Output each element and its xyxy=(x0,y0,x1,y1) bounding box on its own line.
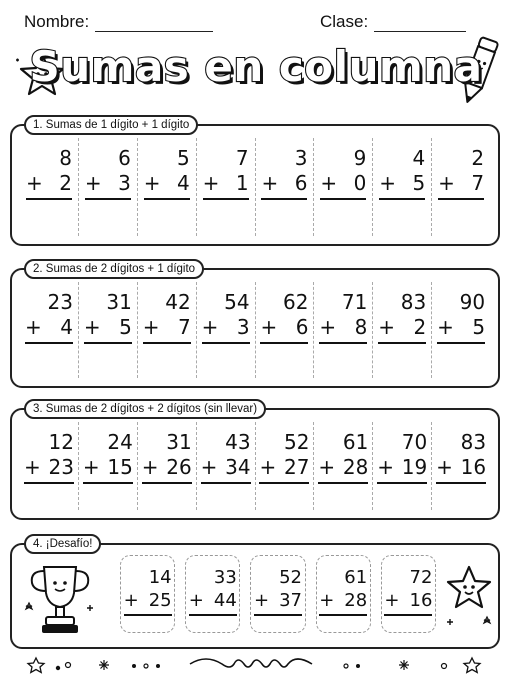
addition-problem xyxy=(25,290,73,344)
addition-problem xyxy=(254,566,302,616)
addend-bottom: 3 xyxy=(118,171,131,195)
plus-sign: + xyxy=(82,455,100,479)
answer-line xyxy=(25,342,73,344)
circle-icon xyxy=(66,663,71,668)
plus-sign: + xyxy=(84,171,102,195)
addend-top: 4 xyxy=(412,146,426,170)
dot-icon xyxy=(156,664,160,668)
addition-problem xyxy=(124,566,172,616)
name-blank-line[interactable] xyxy=(95,14,213,32)
answer-line xyxy=(261,198,307,200)
class-label: Clase: xyxy=(320,12,369,31)
problem-cell[interactable] xyxy=(138,282,197,378)
addend-bottom: 1 xyxy=(235,171,249,195)
plus-sign: + xyxy=(254,590,270,611)
addend-top: 3 xyxy=(294,146,308,170)
sparkle-icon xyxy=(99,660,109,670)
addition-problem xyxy=(384,566,432,616)
plus-sign: + xyxy=(25,171,43,195)
plus-sign: + xyxy=(141,455,159,479)
problem-cell[interactable] xyxy=(79,282,138,378)
addition-problem xyxy=(379,146,425,200)
plus-sign: + xyxy=(379,171,396,195)
addition-problem xyxy=(259,430,309,484)
addend-bottom: 8 xyxy=(354,315,368,339)
addend-bottom: 16 xyxy=(409,590,433,611)
plus-sign: + xyxy=(23,455,41,479)
addend-bottom: 6 xyxy=(294,171,308,195)
addend-top: 83 xyxy=(460,430,487,454)
addition-problem xyxy=(85,146,131,200)
dot-icon xyxy=(132,664,136,668)
addend-top: 12 xyxy=(48,430,74,454)
problem-cell[interactable] xyxy=(20,422,79,510)
addend-bottom: 2 xyxy=(59,171,72,195)
section-3-title: 3. Sumas de 2 dígitos + 2 dígitos (sin llevar) xyxy=(24,399,266,419)
addition-problem xyxy=(260,290,308,344)
addition-problem xyxy=(202,290,250,344)
addend-bottom: 15 xyxy=(107,455,133,479)
plus-sign: + xyxy=(319,590,335,611)
addition-problem xyxy=(83,430,133,484)
addition-problem xyxy=(319,566,367,616)
addend-bottom: 2 xyxy=(413,315,427,339)
problem-cell[interactable] xyxy=(138,138,197,236)
addend-top: 23 xyxy=(47,290,73,314)
addend-top: 6 xyxy=(118,146,131,170)
addend-top: 61 xyxy=(344,567,368,588)
problem-cell[interactable] xyxy=(432,282,490,378)
plus-sign: + xyxy=(202,171,220,195)
answer-line xyxy=(144,198,190,200)
answer-line xyxy=(189,614,237,616)
problem-cell[interactable] xyxy=(79,138,138,236)
dot-icon xyxy=(356,664,360,668)
section-2 xyxy=(10,263,500,388)
addition-problem xyxy=(201,430,251,484)
challenge-card[interactable] xyxy=(316,555,371,633)
addition-problem xyxy=(261,146,307,200)
plus-sign: + xyxy=(200,455,218,479)
answer-line xyxy=(202,342,250,344)
plus-sign: + xyxy=(259,455,277,479)
answer-line xyxy=(26,198,72,200)
section-1 xyxy=(10,119,500,246)
plus-sign: + xyxy=(437,315,454,339)
addend-bottom: 28 xyxy=(342,455,369,479)
answer-line xyxy=(201,482,251,484)
header-row xyxy=(24,12,488,40)
addition-problem xyxy=(189,566,237,616)
problem-cell[interactable] xyxy=(20,282,79,378)
addend-bottom: 4 xyxy=(176,171,190,195)
plus-sign: + xyxy=(142,315,160,339)
section-4-challenge xyxy=(10,538,500,649)
problem-cell[interactable] xyxy=(432,422,490,510)
addend-top: 52 xyxy=(279,567,302,588)
addition-problem xyxy=(436,430,486,484)
problem-cell[interactable] xyxy=(373,282,432,378)
addend-bottom: 5 xyxy=(412,171,426,195)
addend-top: 83 xyxy=(400,290,427,314)
answer-line xyxy=(203,198,249,200)
plus-sign: + xyxy=(188,590,204,611)
class-field[interactable] xyxy=(320,12,466,32)
problem-cell[interactable] xyxy=(373,422,432,510)
name-label: Nombre: xyxy=(24,12,90,31)
addend-top: 5 xyxy=(176,146,190,170)
addend-top: 61 xyxy=(342,430,369,454)
problem-cell[interactable] xyxy=(314,422,373,510)
addend-top: 43 xyxy=(225,430,251,454)
problem-cell[interactable] xyxy=(197,282,256,378)
addition-problem xyxy=(144,146,190,200)
answer-line xyxy=(124,614,172,616)
addend-bottom: 23 xyxy=(48,455,74,479)
addend-top: 31 xyxy=(166,430,192,454)
addition-problem xyxy=(320,146,366,200)
addend-top: 8 xyxy=(59,146,72,170)
sparkle-icon xyxy=(399,660,409,670)
answer-line xyxy=(319,342,367,344)
addend-top: 72 xyxy=(409,567,433,588)
plus-sign: + xyxy=(319,315,337,339)
section-3 xyxy=(10,403,500,520)
problem-cell[interactable] xyxy=(197,422,256,510)
addend-top: 70 xyxy=(401,430,428,454)
addend-top: 9 xyxy=(353,146,367,170)
addend-top: 90 xyxy=(459,290,486,314)
challenge-card[interactable] xyxy=(120,555,175,633)
addition-problem xyxy=(377,430,427,484)
section-4-title: 4. ¡Desafío! xyxy=(24,534,101,554)
addend-bottom: 25 xyxy=(148,590,172,611)
answer-line xyxy=(143,342,191,344)
answer-line xyxy=(254,614,302,616)
plus-sign: + xyxy=(318,455,336,479)
dot-icon xyxy=(56,666,60,670)
addend-top: 52 xyxy=(283,430,310,454)
addition-problem xyxy=(143,290,191,344)
plus-sign: + xyxy=(378,315,395,339)
addition-problem xyxy=(26,146,72,200)
addend-top: 31 xyxy=(106,290,132,314)
plus-sign: + xyxy=(24,315,42,339)
addend-bottom: 37 xyxy=(279,590,302,611)
plus-sign: + xyxy=(123,590,139,611)
plus-sign: + xyxy=(261,171,279,195)
answer-line xyxy=(85,198,131,200)
answer-line xyxy=(142,482,192,484)
problem-cell[interactable] xyxy=(314,282,373,378)
addend-top: 71 xyxy=(341,290,368,314)
problem-cell[interactable] xyxy=(79,422,138,510)
circle-icon xyxy=(344,664,348,668)
plus-sign: + xyxy=(201,315,219,339)
section-2-title: 2. Sumas de 2 dígitos + 1 dígito xyxy=(24,259,204,279)
answer-line xyxy=(436,482,486,484)
addend-top: 2 xyxy=(471,146,485,170)
plus-sign: + xyxy=(384,590,400,611)
addend-bottom: 28 xyxy=(344,590,368,611)
worksheet-title: Sumas en columna xyxy=(29,42,483,91)
addend-bottom: 27 xyxy=(283,455,310,479)
answer-line xyxy=(83,482,133,484)
problem-grid xyxy=(20,138,490,236)
addition-problem xyxy=(24,430,74,484)
circle-icon xyxy=(442,664,447,669)
addend-top: 7 xyxy=(235,146,249,170)
addend-top: 54 xyxy=(224,290,250,314)
answer-line xyxy=(378,342,426,344)
addend-bottom: 5 xyxy=(119,315,132,339)
answer-line xyxy=(24,482,74,484)
answer-line xyxy=(379,198,425,200)
trophy-icon xyxy=(18,559,102,639)
addend-bottom: 16 xyxy=(460,455,487,479)
addition-problem xyxy=(438,146,484,200)
circle-icon xyxy=(144,664,148,668)
answer-line xyxy=(384,614,432,616)
problem-cell[interactable] xyxy=(197,138,256,236)
problem-cell[interactable] xyxy=(138,422,197,510)
answer-line xyxy=(84,342,132,344)
footer-doodles xyxy=(0,650,512,680)
addend-bottom: 5 xyxy=(472,315,486,339)
problem-cell[interactable] xyxy=(256,422,315,510)
problem-cell[interactable] xyxy=(373,138,432,236)
problem-cell[interactable] xyxy=(256,138,315,236)
addition-problem xyxy=(318,430,368,484)
addend-bottom: 0 xyxy=(353,171,367,195)
addition-problem xyxy=(84,290,132,344)
addend-top: 33 xyxy=(213,567,237,588)
star-face-icon xyxy=(440,559,498,639)
plus-sign: + xyxy=(438,171,455,195)
answer-line xyxy=(377,482,427,484)
name-field[interactable] xyxy=(24,12,213,32)
answer-line xyxy=(437,342,485,344)
plus-sign: + xyxy=(83,315,101,339)
plus-sign: + xyxy=(143,171,161,195)
section-1-title: 1. Sumas de 1 dígito + 1 dígito xyxy=(24,115,198,135)
problem-cell[interactable] xyxy=(256,282,315,378)
answer-line xyxy=(319,614,367,616)
challenge-cards xyxy=(120,555,436,633)
plus-sign: + xyxy=(260,315,278,339)
problem-cell[interactable] xyxy=(314,138,373,236)
addition-problem xyxy=(319,290,367,344)
answer-line xyxy=(259,482,309,484)
swirl-line-icon xyxy=(190,659,312,667)
addend-bottom: 26 xyxy=(166,455,192,479)
addition-problem xyxy=(203,146,249,200)
addend-bottom: 6 xyxy=(295,315,309,339)
addition-problem xyxy=(378,290,426,344)
plus-sign: + xyxy=(320,171,338,195)
problem-cell[interactable] xyxy=(20,138,79,236)
addend-bottom: 19 xyxy=(401,455,428,479)
star-icon xyxy=(28,658,44,673)
addend-top: 14 xyxy=(148,567,172,588)
challenge-card[interactable] xyxy=(381,555,436,633)
addend-bottom: 7 xyxy=(177,315,191,339)
problem-cell[interactable] xyxy=(432,138,490,236)
challenge-card[interactable] xyxy=(185,555,240,633)
answer-line xyxy=(438,198,484,200)
addend-bottom: 34 xyxy=(225,455,251,479)
addend-top: 42 xyxy=(165,290,191,314)
addition-problem xyxy=(437,290,485,344)
challenge-card[interactable] xyxy=(250,555,305,633)
addend-bottom: 7 xyxy=(471,171,485,195)
addend-bottom: 4 xyxy=(60,315,73,339)
problem-grid xyxy=(20,282,490,378)
plus-sign: + xyxy=(377,455,394,479)
addend-bottom: 3 xyxy=(236,315,250,339)
answer-line xyxy=(318,482,368,484)
addition-problem xyxy=(142,430,192,484)
answer-line xyxy=(320,198,366,200)
addend-top: 62 xyxy=(282,290,309,314)
problem-grid xyxy=(20,422,490,510)
plus-sign: + xyxy=(436,455,453,479)
star-icon xyxy=(464,658,480,673)
addend-bottom: 44 xyxy=(213,590,237,611)
addend-top: 24 xyxy=(107,430,133,454)
answer-line xyxy=(260,342,308,344)
